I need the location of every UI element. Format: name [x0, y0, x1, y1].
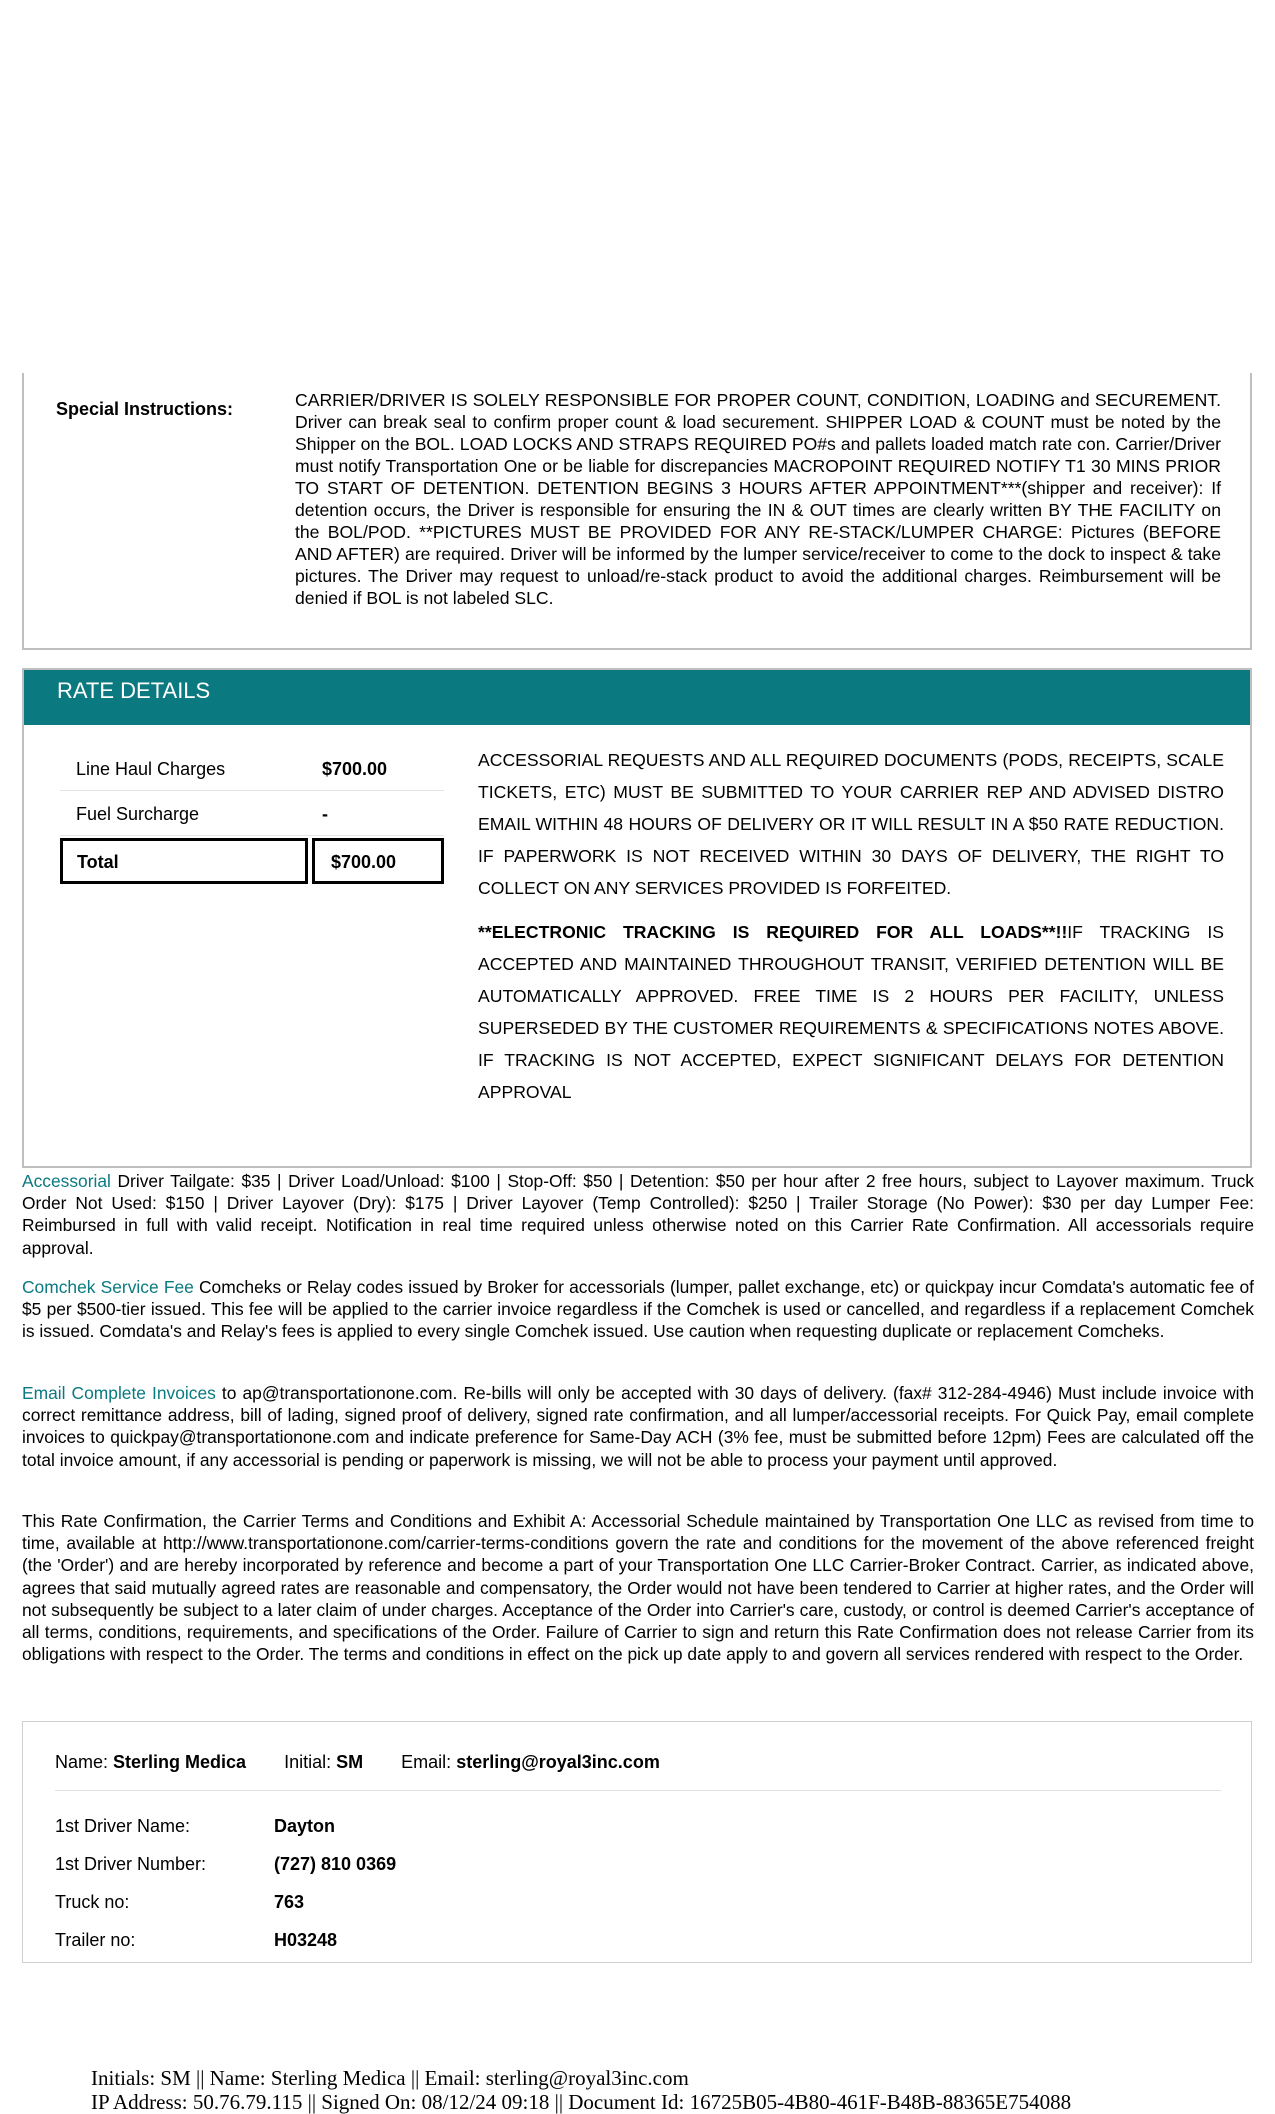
invoices-paragraph [22, 1382, 1254, 1471]
accessorial-requests-note: ACCESSORIAL REQUESTS AND ALL REQUIRED DOCUMENTS (PODS, RECEIPTS, SCALE TICKETS, ETC) MUST BE SUBMITTED TO YOUR CARRIER REP AND ADVISED DISTRO EMAIL WITHIN 48 HOURS OF DELIVERY OR IT WILL RESULT IN A $50 RATE REDUCTION. IF PAPERWORK IS NOT RECEIVED WITHIN 30 DAYS OF DELIVERY, THE RIGHT TO COLLECT ON ANY SERVICES PROVIDED IS FORFEITED. [478, 750, 1224, 898]
charge-label: Fuel Surcharge [76, 804, 200, 824]
rate-details-box [22, 668, 1252, 1168]
signature-box [22, 1721, 1252, 1963]
special-instructions-text: CARRIER/DRIVER IS SOLELY RESPONSIBLE FOR PROPER COUNT, CONDITION, LOADING and SECUREMENT. Driver can break seal to confirm proper count & load securement. SHIPPER LOAD & COUNT must be noted by the Shipper on the BOL. LOAD LOCKS AND STRAPS REQUIRED PO#s and pallets loaded match rate con. Carrier/Driver must notify Transportation One or be liable for discrepancies MACROPOINT REQUIRED NOTIFY T1 30 MINS PRIOR TO START OF DETENTION. DETENTION BEGINS 3 HOURS AFTER APPOINTMENT***(shipper and receiver): If detention occurs, the Driver is responsible for ensuring the IN & OUT times are clearly written BY THE FACILITY on the BOL/POD. **PICTURES MUST BE PROVIDED FOR ANY RE-STACK/LUMPER CHARGE: Pictures (BEFORE AND AFTER) are required. Driver will be informed by the lumper service/receiver to come to the dock to inspect & take pictures. The Driver may request to unload/re-stack product to avoid the additional charges. Reimbursement will be denied if BOL is not labeled SLC. [295, 390, 1221, 608]
accessorial-paragraph [22, 1170, 1254, 1259]
accessorial-text: Driver Tailgate: $35 | Driver Load/Unload: $100 | Stop-Off: $50 | Detention: $50 per hour after 2 free hours, subject to Layover maximum. Truck Order Not Used: $150 | Driver Layover (Dry): $175 | Driver Layover (Temp Controlled): $250 | Trailer Storage (No Power): $30 per day Lumper Fee: Reimbursed in full with valid receipt. Notification in real time required unless otherwise noted on this Carrier Rate Confirmation. All accessorials require approval. [22, 1171, 1254, 1258]
tracking-note-bold: **ELECTRONIC TRACKING IS REQUIRED FOR ALL LOADS**!! [478, 922, 1068, 942]
comchek-text: Comcheks or Relay codes issued by Broker for accessorials (lumper, pallet exchange, etc) or quickpay incur Comdata's automatic fee of $5 per $500-tier issued. This fee will be applied to the carrier invoice regardless if the Comchek is used or cancelled, and regardless if a replacement Comchek is issued. Comdata's and Relay's fees is applied to every single Comchek issued. Use caution when requesting duplicate or replacement Comcheks. [22, 1277, 1254, 1342]
comchek-paragraph [22, 1276, 1254, 1343]
total-value-cell [312, 838, 444, 884]
signature-divider [55, 1790, 1221, 1791]
comchek-heading: Comchek Service Fee [22, 1277, 194, 1297]
rate-details-header [24, 670, 1250, 725]
total-label: Total [77, 852, 119, 872]
rate-details-title: RATE DETAILS [57, 678, 211, 703]
email-value: sterling@royal3inc.com [456, 1752, 660, 1772]
total-row [60, 838, 444, 886]
footer-line-2: IP Address: 50.76.79.115 || Signed On: 08/12/24 09:18 || Document Id: 16725B05-4B80-461F-B48B-88365E754088 [91, 2090, 1072, 2114]
driver-field-label: Trailer no: [55, 1930, 136, 1950]
charge-value: $700.00 [322, 759, 388, 779]
driver-field-label: Truck no: [55, 1892, 130, 1912]
special-instructions-label: Special Instructions: [56, 399, 234, 419]
tracking-note [478, 916, 1224, 1108]
driver-field-value: H03248 [274, 1930, 338, 1950]
charge-row-line-haul [60, 746, 444, 791]
initial-value: SM [336, 1752, 364, 1772]
name-label: Name: [55, 1752, 109, 1772]
accessorial-heading: Accessorial [22, 1171, 111, 1191]
invoices-text: to ap@transportationone.com. Re-bills will only be accepted with 30 days of delivery. (fax# 312-284-4946) Must include invoice with correct remittance address, bill of lading, signed proof of delivery, signed rate confirmation, and all lumper/accessorial receipts. For Quick Pay, email complete invoices to quickpay@transportationone.com and indicate preference for Same-Day ACH (3% fee, must be submitted before 12pm) Fees are calculated off the total invoice amount, if any accessorial is pending or paperwork is missing, we will not be able to process your payment until approved. [22, 1383, 1255, 1470]
invoices-heading: Email Complete Invoices [22, 1383, 216, 1403]
signing-footer [91, 2066, 1251, 2114]
driver-field-value: Dayton [274, 1816, 336, 1836]
footer-line-1: Initials: SM || Name: Sterling Medica || Email: sterling@royal3inc.com [91, 2066, 689, 2090]
total-value: $700.00 [331, 852, 397, 872]
special-instructions-box [22, 373, 1252, 650]
initial-label: Initial: [284, 1752, 332, 1772]
total-label-cell [60, 838, 308, 884]
tracking-note-text: IF TRACKING IS ACCEPTED AND MAINTAINED THROUGHOUT TRANSIT, VERIFIED DETENTION WILL BE AUTOMATICALLY APPROVED. FREE TIME IS 2 HOURS PER FACILITY, UNLESS SUPERSEDED BY THE CUSTOMER REQUIREMENTS & SPECIFICATIONS NOTES ABOVE. IF TRACKING IS NOT ACCEPTED, EXPECT SIGNIFICANT DELAYS FOR DETENTION APPROVAL [478, 922, 1224, 1102]
name-value: Sterling Medica [113, 1752, 247, 1772]
charge-row-fuel-surcharge [60, 791, 444, 836]
charge-label: Line Haul Charges [76, 759, 226, 779]
driver-field-label: 1st Driver Name: [55, 1816, 191, 1836]
signer-info [55, 1752, 660, 1773]
email-label: Email: [401, 1752, 452, 1772]
charge-value: - [322, 804, 328, 824]
driver-field-label: 1st Driver Number: [55, 1854, 207, 1874]
rate-notes [478, 744, 1224, 1120]
driver-field-value: (727) 810 0369 [274, 1854, 397, 1874]
driver-field-value: 763 [274, 1892, 305, 1912]
terms-paragraph: This Rate Confirmation, the Carrier Terms and Conditions and Exhibit A: Accessorial Schedule maintained by Transportation One LLC as revised from time to time, available at http://www.transportationone.com/carrier-terms-conditions govern the rate and conditions for the movement of the above referenced freight (the 'Order') and are hereby incorporated by reference and become a part of your Transportation One LLC Carrier-Broker Contract. Carrier, as indicated above, agrees that said mutually agreed rates are reasonable and compensatory, the Order would not have been tendered to Carrier at higher rates, and the Order will not subsequently be subject to a later claim of under charges. Acceptance of the Order into Carrier's care, custody, or control is deemed Carrier's acceptance of all terms, conditions, requirements, and specifications of the Order. Failure of Carrier to sign and return this Rate Confirmation does not release Carrier from its obligations with respect to the Order. The terms and conditions in effect on the pick up date apply to and govern all services rendered with respect to the Order. [22, 1511, 1254, 1665]
charges-table [60, 746, 444, 886]
